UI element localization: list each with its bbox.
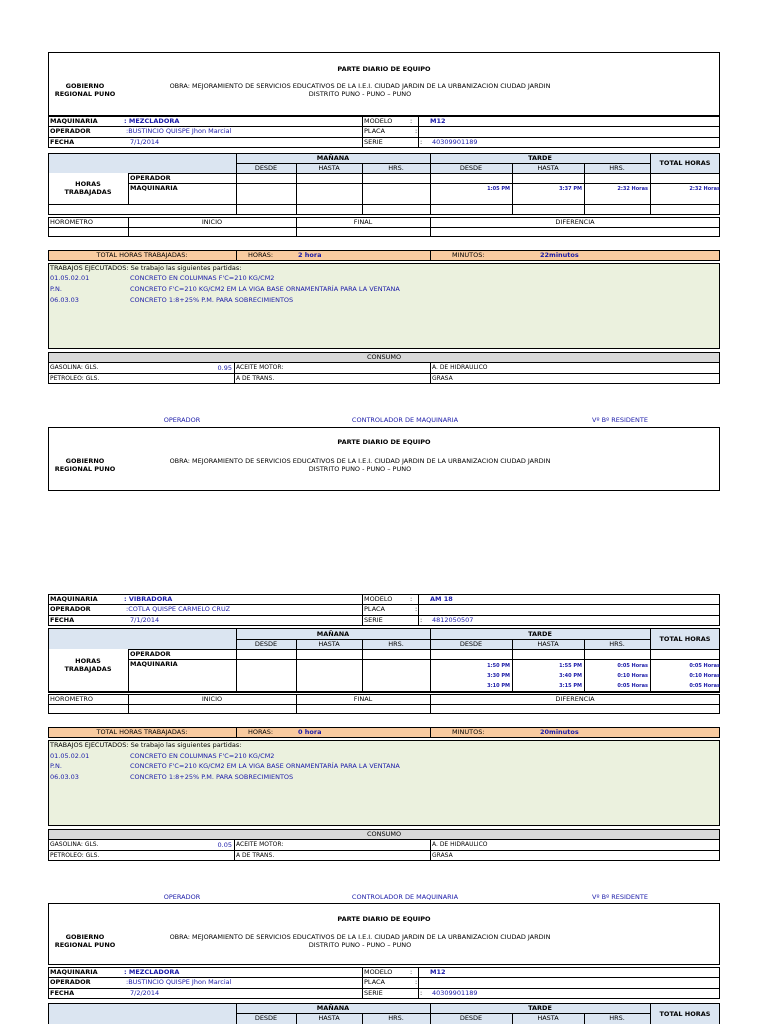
- report1-manana: MAÑANA: [316, 154, 350, 162]
- report3-lbl-serie: SERIE: [364, 989, 383, 997]
- report3-maquinaria: : MEZCLADORA: [124, 968, 180, 976]
- report2-lbl-placa: PLACA: [364, 605, 386, 613]
- row-maquinaria: MAQUINARIA: [130, 184, 178, 192]
- col-hasta: HASTA: [537, 640, 559, 648]
- colon: :: [415, 127, 418, 135]
- colon: :: [415, 605, 418, 613]
- report2-r0-desde: 1:50 PM: [487, 663, 510, 669]
- diferencia-label: DIFERENCIA: [555, 218, 595, 226]
- report1-operador: :BUSTINCIO QUISPE Jhon Marcial: [126, 127, 232, 135]
- grasa-label: GRASA: [432, 852, 453, 859]
- row-operador: OPERADOR: [130, 650, 171, 658]
- report1-lbl-serie: SERIE: [364, 138, 383, 146]
- col-hrs: HRS.: [388, 640, 404, 648]
- report1-title: PARTE DIARIO DE EQUIPO: [337, 65, 431, 73]
- col-hrs: HRS.: [609, 164, 625, 172]
- report1-t-desde: 1:05 PM: [487, 186, 510, 192]
- report2-horas-val: 0 hora: [298, 728, 322, 736]
- consumo-label: CONSUMO: [366, 353, 402, 361]
- report2-regional: REGIONAL PUNO: [54, 465, 116, 473]
- report3-total-horas: TOTAL HORAS: [659, 1010, 711, 1018]
- diferencia-label: DIFERENCIA: [555, 695, 595, 703]
- sig-controlador: CONTROLADOR DE MAQUINARIA: [351, 893, 459, 901]
- item2-code: P.N.: [50, 762, 62, 770]
- report1-lbl-fecha: FECHA: [50, 138, 75, 146]
- report3-tarde: TARDE: [528, 1004, 552, 1012]
- minutos-lbl: MINUTOS:: [452, 251, 485, 259]
- aceite-label: ACEITE MOTOR:: [236, 841, 284, 848]
- report2-lbl-fecha: FECHA: [50, 616, 75, 624]
- aceite-label: ACEITE MOTOR:: [236, 364, 284, 371]
- report1-lbl-modelo: MODELO: [364, 117, 393, 125]
- report1-gasolina-val: 0.95: [217, 364, 232, 372]
- gasolina-label: GASOLINA: GLS.: [50, 364, 99, 371]
- colon: :: [420, 138, 423, 146]
- col-hrs: HRS.: [388, 164, 404, 172]
- item2-desc: CONCRETO F'C=210 KG/CM2 EM LA VIGA BASE ORNAMENTARÍA PARA LA VENTANA: [130, 762, 400, 770]
- horas-label: HORAS: [75, 657, 101, 665]
- consumo-label: CONSUMO: [366, 830, 402, 838]
- colon: :: [410, 117, 413, 125]
- item3-code: 06.03.03: [50, 296, 79, 304]
- report2-r2-desde: 3:10 PM: [487, 683, 510, 689]
- report2-gasolina-val: 0.05: [217, 841, 232, 849]
- row-operador: OPERADOR: [130, 174, 171, 182]
- horas-lbl: HORAS:: [248, 728, 274, 736]
- report1-minutos-val: 22minutos: [540, 251, 579, 259]
- row-maquinaria: MAQUINARIA: [130, 660, 178, 668]
- report3-lbl-fecha: FECHA: [50, 989, 75, 997]
- report2-operador: :COTLA QUISPE CARMELO CRUZ: [126, 605, 231, 613]
- report2-distrito: DISTRITO PUNO - PUNO – PUNO: [308, 465, 412, 473]
- report3-obra: OBRA: MEJORAMIENTO DE SERVICIOS EDUCATIVOS DE LA I.E.I. CIUDAD JARDIN DE LA URBANIZACION CIUDAD JARDIN: [169, 933, 551, 941]
- report3-lbl-maquinaria: MAQUINARIA: [50, 968, 98, 976]
- col-desde: DESDE: [459, 164, 483, 172]
- col-hasta: HASTA: [318, 1014, 340, 1022]
- report2-lbl-serie: SERIE: [364, 616, 383, 624]
- sig-operador: OPERADOR: [163, 416, 201, 424]
- trabajadas-label: TRABAJADAS: [64, 188, 112, 196]
- report1-distrito: DISTRITO PUNO - PUNO – PUNO: [308, 90, 412, 98]
- report1-t-total: 2:32 Horas: [689, 186, 720, 192]
- col-desde: DESDE: [254, 1014, 278, 1022]
- report2-obra: OBRA: MEJORAMIENTO DE SERVICIOS EDUCATIVOS DE LA I.E.I. CIUDAD JARDIN DE LA URBANIZACION CIUDAD JARDIN: [169, 457, 551, 465]
- report1-modelo: M12: [430, 117, 446, 125]
- report1-t-hrs: 2:32 Horas: [617, 186, 648, 192]
- inicio-label: INICIO: [201, 695, 223, 703]
- report2-r1-hasta: 3:40 PM: [559, 673, 582, 679]
- report2-r1-total: 0:10 Horas: [689, 673, 720, 679]
- trabajos-label: TRABAJOS EJECUTADOS: Se trabajo las siguientes partidas:: [50, 264, 242, 272]
- report2-r2-hasta: 3:15 PM: [559, 683, 582, 689]
- hidraulico-label: A. DE HIDRAULICO: [432, 841, 488, 848]
- col-hasta: HASTA: [537, 1014, 559, 1022]
- report2-title: PARTE DIARIO DE EQUIPO: [337, 438, 431, 446]
- report3-lbl-placa: PLACA: [364, 978, 386, 986]
- report2-gobierno: GOBIERNO: [65, 457, 105, 465]
- col-hrs: HRS.: [388, 1014, 404, 1022]
- sig-residente: Vº Bº RESIDENTE: [592, 416, 648, 424]
- petroleo-label: PETROLEO: GLS.: [50, 852, 100, 859]
- report1-obra: OBRA: MEJORAMIENTO DE SERVICIOS EDUCATIVOS DE LA I.E.I. CIUDAD JARDIN DE LA URBANIZACION CIUDAD JARDIN: [169, 82, 551, 90]
- report2-total-horas: TOTAL HORAS: [659, 635, 711, 643]
- item1-desc: CONCRETO EN COLUMNAS F'C=210 KG/CM2: [130, 274, 275, 282]
- report3-lbl-operador: OPERADOR: [50, 978, 91, 986]
- sig-residente: Vº Bº RESIDENTE: [592, 893, 648, 901]
- report3-fecha: 7/2/2014: [130, 989, 160, 997]
- report2-r0-hrs: 0:05 Horas: [617, 663, 648, 669]
- report2-r2-hrs: 0:05 Horas: [617, 683, 648, 689]
- col-hrs: HRS.: [609, 640, 625, 648]
- report2-maquinaria: : VIBRADORA: [124, 595, 173, 603]
- report1-horas-val: 2 hora: [298, 251, 322, 259]
- sig-controlador: CONTROLADOR DE MAQUINARIA: [351, 416, 459, 424]
- col-hasta: HASTA: [318, 164, 340, 172]
- horas-lbl: HORAS:: [248, 251, 274, 259]
- report2-r1-desde: 3:30 PM: [487, 673, 510, 679]
- sig-operador: OPERADOR: [163, 893, 201, 901]
- report1-serie: 40309901189: [432, 138, 478, 146]
- horometro-label: HOROMETRO: [50, 695, 93, 703]
- hidraulico-label: A. DE HIDRAULICO: [432, 364, 488, 371]
- final-label: FINAL: [353, 218, 373, 226]
- colon: :: [410, 968, 413, 976]
- grasa-label: GRASA: [432, 375, 453, 382]
- colon: :: [420, 616, 423, 624]
- report1-lbl-operador: OPERADOR: [50, 127, 91, 135]
- item1-code: 01.05.02.01: [50, 274, 90, 282]
- col-hasta: HASTA: [537, 164, 559, 172]
- report2-lbl-modelo: MODELO: [364, 595, 393, 603]
- report3-gobierno: GOBIERNO: [65, 933, 105, 941]
- final-label: FINAL: [353, 695, 373, 703]
- col-desde: DESDE: [254, 640, 278, 648]
- report3-title: PARTE DIARIO DE EQUIPO: [337, 915, 431, 923]
- item3-desc: CONCRETO 1:8+25% P.M. PARA SOBRECIMIENTOS: [130, 296, 294, 304]
- report1-fecha: 7/1/2014: [130, 138, 160, 146]
- total-trab-label: TOTAL HORAS TRABAJADAS:: [96, 251, 188, 259]
- minutos-lbl: MINUTOS:: [452, 728, 485, 736]
- col-desde: DESDE: [459, 1014, 483, 1022]
- inicio-label: INICIO: [201, 218, 223, 226]
- gasolina-label: GASOLINA: GLS.: [50, 841, 99, 848]
- report2-lbl-operador: OPERADOR: [50, 605, 91, 613]
- report2-r2-total: 0:05 Horas: [689, 683, 720, 689]
- trans-label: A DE TRANS.: [236, 375, 275, 382]
- col-desde: DESDE: [254, 164, 278, 172]
- col-hrs: HRS.: [609, 1014, 625, 1022]
- report2-tarde: TARDE: [528, 630, 552, 638]
- col-hasta: HASTA: [318, 640, 340, 648]
- item1-code: 01.05.02.01: [50, 752, 90, 760]
- report1-tarde: TARDE: [528, 154, 552, 162]
- horometro-label: HOROMETRO: [50, 218, 93, 226]
- item3-desc: CONCRETO 1:8+25% P.M. PARA SOBRECIMIENTOS: [130, 773, 294, 781]
- report2-modelo: AM 18: [430, 595, 453, 603]
- report1-t-hasta: 3:37 PM: [559, 186, 582, 192]
- report3-serie: 40309901189: [432, 989, 478, 997]
- report2-r1-hrs: 0:10 Horas: [617, 673, 648, 679]
- report2-manana: MAÑANA: [316, 630, 350, 638]
- report2-lbl-maquinaria: MAQUINARIA: [50, 595, 98, 603]
- trans-label: A DE TRANS.: [236, 852, 275, 859]
- report1-lbl-placa: PLACA: [364, 127, 386, 135]
- report3-regional: REGIONAL PUNO: [54, 941, 116, 949]
- petroleo-label: PETROLEO: GLS.: [50, 375, 100, 382]
- total-trab-label: TOTAL HORAS TRABAJADAS:: [96, 728, 188, 736]
- report1-gobierno: GOBIERNO: [65, 82, 105, 90]
- report1-maquinaria: : MEZCLADORA: [124, 117, 180, 125]
- report3-modelo: M12: [430, 968, 446, 976]
- report1-lbl-maquinaria: MAQUINARIA: [50, 117, 98, 125]
- colon: :: [410, 595, 413, 603]
- trabajos-label: TRABAJOS EJECUTADOS: Se trabajo las siguientes partidas:: [50, 741, 242, 749]
- report2-r0-hasta: 1:55 PM: [559, 663, 582, 669]
- report2-minutos-val: 20minutos: [540, 728, 579, 736]
- report3-operador: :BUSTINCIO QUISPE Jhon Marcial: [126, 978, 232, 986]
- item2-code: P.N.: [50, 285, 62, 293]
- report2-serie: 4812050507: [432, 616, 474, 624]
- colon: :: [420, 989, 423, 997]
- report2-fecha: 7/1/2014: [130, 616, 160, 624]
- report2-r0-total: 0:05 Horas: [689, 663, 720, 669]
- report1-total-horas: TOTAL HORAS: [659, 159, 711, 167]
- report1-regional: REGIONAL PUNO: [54, 90, 116, 98]
- report3-manana: MAÑANA: [316, 1004, 350, 1012]
- horas-label: HORAS: [75, 180, 101, 188]
- colon: :: [415, 978, 418, 986]
- item3-code: 06.03.03: [50, 773, 79, 781]
- item2-desc: CONCRETO F'C=210 KG/CM2 EM LA VIGA BASE ORNAMENTARÍA PARA LA VENTANA: [130, 285, 400, 293]
- report3-distrito: DISTRITO PUNO - PUNO – PUNO: [308, 941, 412, 949]
- report3-lbl-modelo: MODELO: [364, 968, 393, 976]
- col-desde: DESDE: [459, 640, 483, 648]
- trabajadas-label: TRABAJADAS: [64, 665, 112, 673]
- item1-desc: CONCRETO EN COLUMNAS F'C=210 KG/CM2: [130, 752, 275, 760]
